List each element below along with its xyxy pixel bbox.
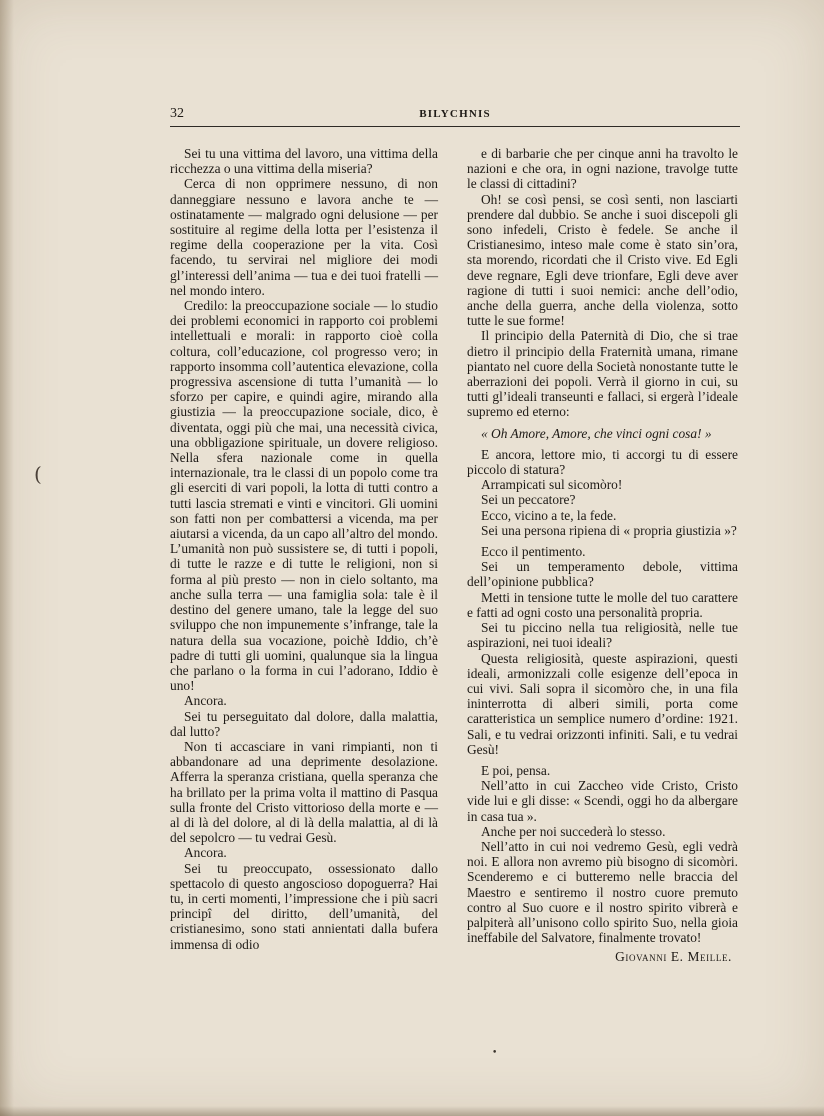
paragraph: Credilo: la preoccupazione sociale — lo studio dei problemi economici in rapporto coi problemi intellettuali e morali: in rapporto cioè colla coltura, coll’educazione, col progresso vero; in rapporto insomma coll’autentica elevazione, colla progressiva ascensione di tutta l’umanità — lo sforzo per capire, e quindi agire, mirando alla giustizia — la preoccupazione sociale, dico, è diventata, oggi più che mai, una necessità civica, una obbligazione spirituale, un dovere religioso. Nella sfera nazionale come in quella internazionale, tra le classi di un popolo come tra gli eserciti di vari popoli, la lotta di tutti contro a tutti lascia stremati e vinti e vincitori. Gli uomini son fatti non per combattersi a vicenda, ma per aiutarsi a vicenda, da un capo all’altro del mondo. L’umanità non può sussistere se, di tutti i popoli, di tutte le razze e di tutte le religioni, non si forma al più presto — non in cielo soltanto, ma anche sulla terra — una famiglia sola: tale è il destino del genere umano, tale la legge del suo sviluppo che non impunemente s’infrange, tale la natura della sua vocazione, poichè Iddio, ch’è padre di tutti gli uomini, qualunque sia la lingua che parlano o la forma in cui l’adorano, Iddio è uno! bbox=[170, 298, 438, 694]
paragraph: Sei un temperamento debole, vittima dell’opinione pubblica? bbox=[467, 559, 738, 590]
paragraph: Sei tu piccino nella tua religiosità, nelle tue aspirazioni, nei tuoi ideali? bbox=[467, 620, 738, 651]
right-column bbox=[467, 146, 738, 965]
paragraph: Cerca di non opprimere nessuno, di non danneggiare nessuno e lavora anche te — ostinatamente — malgrado ogni delusione — per sostituire al regime della lotta per l’esistenza il regime della cooperazione per la vita. Così facendo, tu servirai nel migliore dei modi gl’interessi dell’anima — tua e dei tuoi fratelli — nel mondo intero. bbox=[170, 176, 438, 298]
running-head bbox=[170, 104, 740, 127]
page-number: 32 bbox=[170, 106, 184, 121]
bottom-dot-mark: • bbox=[492, 1048, 498, 1058]
paragraph: E ancora, lettore mio, ti accorgi tu di essere piccolo di statura? bbox=[467, 446, 738, 478]
paragraph: Sei tu una vittima del lavoro, una vittima della ricchezza o una vittima della miseria? bbox=[170, 146, 438, 177]
paragraph: Sei tu preoccupato, ossessionato dallo spettacolo di questo angoscioso dopoguerra? Hai tu, in certi momenti, l’impressione che i più sacri principî del diritto, dell’umanità, del cristianesimo, sono stati annientati dalla bufera immensa di odio bbox=[170, 860, 438, 952]
author-signature: Giovanni E. Meille. bbox=[615, 949, 732, 965]
paragraph: Metti in tensione tutte le molle del tuo carattere e fatti ad ogni costo una personalità propria. bbox=[467, 589, 738, 620]
journal-title: BILYCHNIS bbox=[419, 108, 491, 120]
paragraph: Il principio della Paternità di Dio, che si trae dietro il principio della Fraternità umana, rimane piantato nel cuore della Società nonostante tutte le aberrazioni dei popoli. Verrà il giorno in cui, su tutti gl’ideali transeunti e fallaci, si ergerà l’ideale supremo ed eterno: bbox=[467, 328, 738, 420]
paragraph: Ancora. bbox=[184, 845, 227, 861]
paragraph: Arrampicati sul sicomòro! bbox=[481, 477, 623, 493]
page-edge bbox=[0, 1106, 824, 1116]
paragraph: Anche per noi succederà lo stesso. bbox=[481, 823, 666, 839]
paragraph: Ecco, vicino a te, la fede. bbox=[481, 507, 617, 523]
paragraph: Sei una persona ripiena di « propria giustizia »? bbox=[481, 522, 737, 538]
paragraph: Sei tu perseguitato dal dolore, dalla malattia, dal lutto? bbox=[170, 708, 438, 739]
quotation: « Oh Amore, Amore, che vinci ogni cosa! » bbox=[481, 425, 712, 441]
paragraph: E poi, pensa. bbox=[481, 762, 551, 778]
paragraph: e di barbarie che per cinque anni ha travolto le nazioni e che ora, in ogni nazione, travolge tutte le classi di cittadini? bbox=[467, 146, 738, 192]
left-column bbox=[170, 146, 438, 952]
paragraph: Nell’atto in cui noi vedremo Gesù, egli vedrà noi. E allora non avremo più bisogno di sicomòri. Scenderemo e ci butteremo nelle braccia del Maestro e sentiremo il nostro cuore premuto contro al Suo cuore e il nostro spirito vibrerà e palpiterà all’unisono collo spirito Suo, nella gioia ineffabile del Salvatore, finalmente trovato! bbox=[467, 838, 738, 946]
paragraph: Questa religiosità, queste aspirazioni, questi ideali, armonizzali colle esigenze dell’epoca in cui vivi. Sali sopra il sicomòro che, in una fila ininterrotta di alberi simili, porta come caratteristica un semplice numero d’ordine: 1921. Sali, e tu vedrai orizzonti infiniti. Sali, e tu vedrai Gesù! bbox=[467, 650, 738, 757]
paragraph: Sei un peccatore? bbox=[481, 492, 576, 508]
margin-mark: ( bbox=[34, 462, 42, 486]
paragraph: Non ti accasciare in vani rimpianti, non ti abbandonare ad una deprimente desolazione. Afferra la speranza cristiana, quella speranza che ha brillato per la prima volta il mattino di Pasqua sulla fronte del Cristo vittorioso della morte e — al di là del dolore, al di là della malattia, al di là del sepolcro — tu vedrai Gesù. bbox=[170, 738, 438, 846]
paragraph: Oh! se così pensi, se così senti, non lasciarti prendere dal dubbio. Se anche i suoi discepoli gli sono infedeli, Cristo è fedele. Se anche il Cristianesimo, inteso male come è stato sin’ora, sta morendo, ricordati che il Cristo vive. Ed Egli deve regnare, Egli deve trionfare, Egli deve aver ragione di tutti i suoi nemici: anche dell’odio, anche della guerra, anche della violenza, sotto tutte le sue forme! bbox=[467, 191, 738, 329]
paragraph: Ancora. bbox=[184, 693, 227, 709]
paragraph: Nell’atto in cui Zaccheo vide Cristo, Cristo vide lui e gli disse: « Scendi, oggi ho da albergare in casa tua ». bbox=[467, 778, 738, 824]
paragraph: Ecco il pentimento. bbox=[481, 544, 586, 560]
